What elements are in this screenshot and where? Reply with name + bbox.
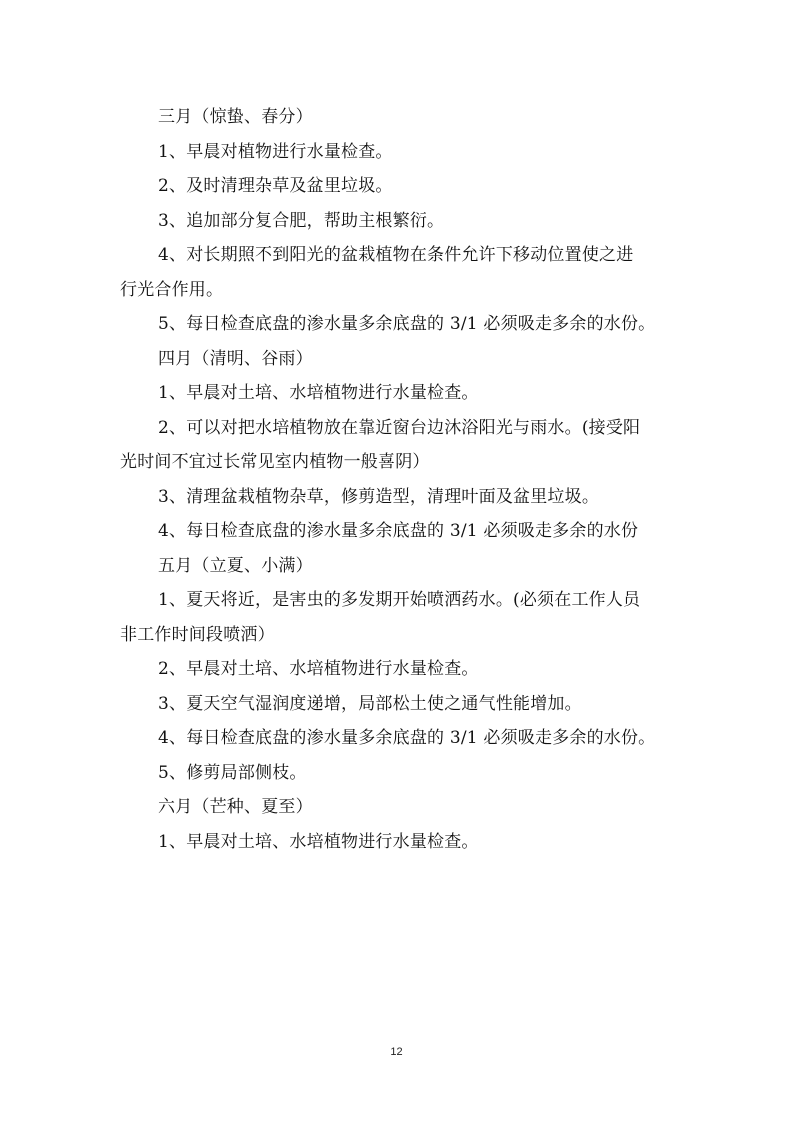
list-item: 3、夏天空气湿润度递增，局部松土使之通气性能增加。: [158, 693, 582, 714]
list-item: 4、每日检查底盘的渗水量多余底盘的 3/1 必须吸走多余的水份。: [158, 728, 656, 748]
list-item: 2、早晨对土培、水培植物进行水量检查。: [158, 659, 479, 679]
list-item: 4、对长期照不到阳光的盆栽植物在条件允许下移动位置使之进: [158, 245, 634, 265]
list-item-continuation: 光时间不宜过长常见室内植物一般喜阴）: [120, 452, 430, 472]
list-item: 1、夏天将近，是害虫的多发期开始喷洒药水。(必须在工作人员: [158, 590, 641, 610]
list-item: 1、早晨对土培、水培植物进行水量检查。: [158, 831, 479, 852]
list-item-continuation: 非工作时间段喷洒）: [120, 624, 275, 645]
list-item: 5、修剪局部侧枝。: [158, 762, 307, 783]
page-number: 12: [390, 1046, 403, 1058]
section-heading-april: 四月（清明、谷雨）: [158, 348, 313, 369]
section-heading-march: 三月（惊蛰、春分）: [158, 107, 313, 127]
list-item: 2、可以对把水培植物放在靠近窗台边沐浴阳光与雨水。(接受阳: [158, 417, 641, 438]
list-item: 2、及时清理杂草及盆里垃圾。: [158, 176, 393, 196]
list-item: 1、早晨对植物进行水量检查。: [158, 141, 393, 162]
section-heading-may: 五月（立夏、小满）: [158, 555, 313, 576]
list-item: 3、追加部分复合肥，帮助主根繁衍。: [158, 210, 445, 231]
list-item: 5、每日检查底盘的渗水量多余底盘的 3/1 必须吸走多余的水份。: [158, 314, 656, 334]
section-heading-june: 六月（芒种、夏至）: [158, 797, 313, 817]
list-item: 1、早晨对土培、水培植物进行水量检查。: [158, 383, 479, 403]
list-item: 3、清理盆栽植物杂草，修剪造型，清理叶面及盆里垃圾。: [158, 486, 600, 507]
list-item-continuation: 行光合作用。: [120, 279, 224, 300]
document-body: [120, 100, 680, 859]
list-item: 4、每日检查底盘的渗水量多余底盘的 3/1 必须吸走多余的水份: [158, 521, 639, 541]
